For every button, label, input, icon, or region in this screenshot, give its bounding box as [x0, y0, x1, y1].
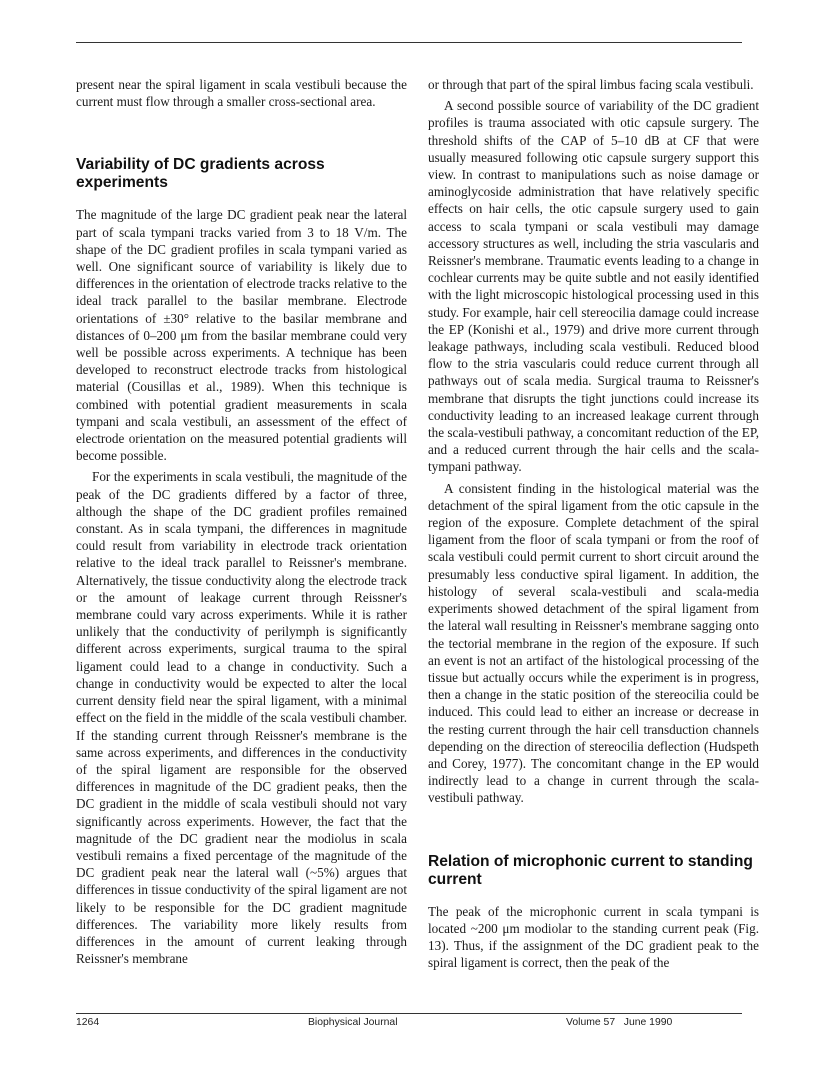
body-paragraph: The peak of the microphonic current in scala tympani is located ~200 μm modiolar to the standing current peak (Fig. 13). Thus, if the assignment of the DC gradient peak to the spiral ligament is correct, then the peak of the: [428, 903, 759, 971]
section-heading-variability: Variability of DC gradients across experiments: [76, 156, 325, 192]
right-column: [428, 76, 759, 971]
body-paragraph: For the experiments in scala vestibuli, the magnitude of the peak of the DC gradients differed by a factor of three, although the shape of the DC gradient profiles remained constant. As in scala tympani, the differences in magnitude could result from variability in electrode track orientation relative to the ideal track parallel to Reissner's membrane. Alternatively, the tissue conductivity along the electrode track or the amount of leakage current through Reissner's membrane could vary across experiments. While it is rather unlikely that the conductivity of perilymph is significantly different across experiments, surgical trauma to the spiral ligament could lead to a change in conductivity. Such a change in conductivity would be expected to alter the local current density field near the spiral ligament, with a minimal effect on the field in the middle of the scala vestibuli chamber. If the standing current through Reissner's membrane is the same across experiments, and differences in the conductivity of the spiral ligament are responsible for the observed differences in magnitude of the DC gradient peaks, then the DC gradient in the middle of scala vestibuli should not vary significantly across experiments. However, the fact that the magnitude of the DC gradient near the modiolus in scala vestibuli remains a fixed percentage of the magnitude of the DC gradient peak near the lateral wall (~5%) argues that differences in tissue conductivity of the spiral ligament are not likely to be responsible for the DC gradient magnitude differences. The variability more likely results from differences in the amount of current leaking through Reissner's membrane: [76, 469, 407, 967]
section-heading-microphonic: Relation of microphonic current to standing current: [428, 852, 753, 888]
header-rule: [76, 42, 742, 43]
footer-rule: [76, 1013, 742, 1014]
journal-name: Biophysical Journal: [308, 1017, 398, 1028]
body-paragraph: The magnitude of the large DC gradient peak near the lateral part of scala tympani tracks varied from 3 to 18 V/m. The shape of the DC gradient profiles in scala tympani varied as well. One significant source of variability is likely due to differences in the orientation of electrode tracks relative to the ideal track parallel to the basilar membrane. Electrode orientations of ±30° relative to the basilar membrane and distances of 0–200 μm from the basilar membrane could very well be possible across experiments. A technique has been developed to reconstruct electrode tracks from histological material (Cousillas et al., 1989). When this technique is combined with potential gradient measurements in scala tympani and scala vestibuli, an assessment of the effect of electrode orientation on the measured potential gradients will become possible.: [76, 207, 407, 464]
left-column: [76, 76, 407, 967]
continued-paragraph: present near the spiral ligament in scala vestibuli because the current must flow through a smaller cross-sectional area.: [76, 77, 407, 110]
body-paragraph: A consistent finding in the histological material was the detachment of the spiral ligament from the otic capsule in the region of the exposure. Complete detachment of the spiral ligament from the floor of scala tympani or from the roof of scala vestibuli could permit current to short circuit around the presumably less conductive spiral ligament. In addition, the histology of several scala-vestibuli and scala-media experiments showed detachment of the spiral ligament from the lateral wall resulting in Reissner's membrane sagging onto the tectorial membrane in the region of the exposure. If such an event is not an artifact of the histological processing of the tissue but actually occurs while the experiment is in progress, then a change in the static position of the stereocilia could be induced. This could lead to either an increase or decrease in the resting current through the hair cell transduction channels depending on the direction of stereocilia deflection (Hudspeth and Corey, 1977). The concomitant change in the EP would indirectly lead to a change in current through the scala-vestibuli pathway.: [428, 480, 759, 806]
body-paragraph: A second possible source of variability of the DC gradient profiles is trauma associated with otic capsule surgery. The threshold shifts of the CAP of 5–10 dB at CF that were usually measured following otic capsule surgery support this view. In contrast to manipulations such as noise damage or aminoglycoside administration that have relatively specific effects on hair cells, the otic capsule surgery used to gain access to scala tympani or scala vestibuli may damage accessory structures as well, including the stria vascularis and Reissner's membrane. Traumatic events leading to a change in cochlear currents may be quite subtle and not easily identified with the light microscopic histological processing used in this study. For example, hair cell stereocilia damage could increase the EP (Konishi et al., 1979) and drive more current through leakage pathways, including scala vestibuli. Reduced blood flow to the stria vascularis could reduce current through all pathways out of scala media. Surgical trauma to Reissner's membrane that disrupts the tight junctions could increase its conductivity leading to an increased leakage current through the scala-vestibuli pathway, a concomitant reduction of the EP, and a reduced current through the hair cells and the scala-tympani pathway.: [428, 98, 759, 475]
page-number: 1264: [76, 1017, 100, 1028]
volume-info: Volume 57 June 1990: [566, 1017, 673, 1028]
continued-paragraph: or through that part of the spiral limbus facing scala vestibuli.: [428, 77, 754, 92]
